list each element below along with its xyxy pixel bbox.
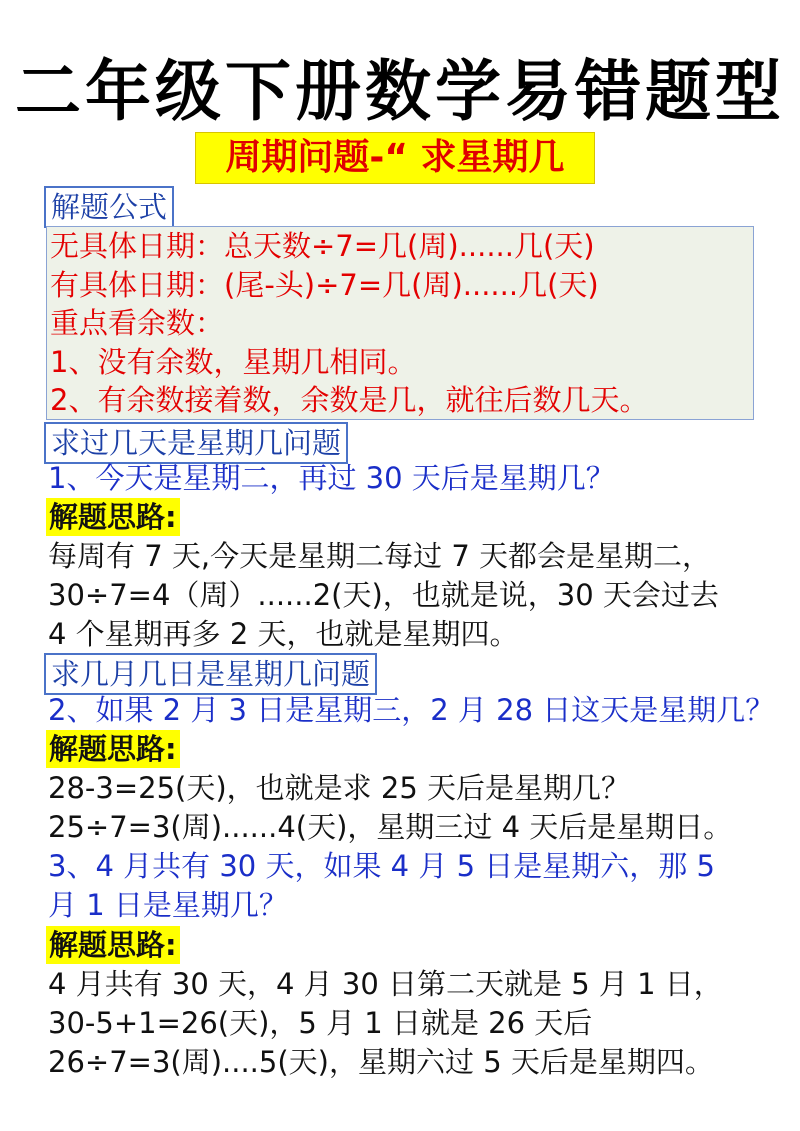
- formula-line: 重点看余数：: [50, 306, 225, 340]
- answer-1-line: 4 个星期再多 2 天，也就是星期四。: [48, 617, 519, 651]
- formula-label: 解题公式: [44, 186, 174, 228]
- section1-label: 求过几天是星期几问题: [44, 422, 348, 464]
- formula-line: 有具体日期：(尾-头)÷7=几(周)......几(天): [50, 267, 599, 302]
- answer-2-line: 28-3=25(天)，也就是求 25 天后是星期几？: [48, 771, 630, 805]
- think-label-3: 解题思路:: [46, 926, 180, 964]
- section2-label: 求几月几日是星期几问题: [44, 653, 377, 695]
- answer-2-line: 25÷7=3(周)......4(天)，星期三过 4 天后是星期日。: [48, 810, 733, 844]
- formula-line: 无具体日期：总天数÷7=几(周)......几(天): [50, 229, 595, 263]
- question-3-line: 月 1 日是星期几？: [48, 888, 288, 922]
- formula-line: 1、没有余数，星期几相同。: [50, 344, 417, 379]
- answer-3-line: 30-5+1=26(天)，5 月 1 日就是 26 天后: [48, 1006, 593, 1040]
- think-label-2: 解题思路:: [46, 730, 180, 768]
- question-1: 1、今天是星期二，再过 30 天后是星期几？: [48, 461, 615, 495]
- answer-3-line: 26÷7=3(周)....5(天)，星期六过 5 天后是星期四。: [48, 1045, 714, 1079]
- answer-3-line: 4 月共有 30 天，4 月 30 日第二天就是 5 月 1 日，: [48, 967, 723, 1001]
- think-label-1: 解题思路:: [46, 498, 180, 536]
- page-title: 二年级下册数学易错题型: [15, 53, 785, 130]
- question-3-line: 3、4 月共有 30 天，如果 4 月 5 日是星期六，那 5: [48, 849, 715, 883]
- answer-1-line: 每周有 7 天,今天是星期二每过 7 天都会是星期二，: [48, 539, 711, 573]
- answer-1-line: 30÷7=4（周）......2(天)，也就是说，30 天会过去: [48, 578, 719, 612]
- formula-box: [46, 226, 754, 420]
- formula-line: 2、有余数接着数，余数是几，就往后数几天。: [50, 383, 649, 417]
- subtitle-banner: 周期问题-“ 求星期几: [195, 132, 595, 184]
- question-2: 2、如果 2 月 3 日是星期三，2 月 28 日这天是星期几？: [48, 693, 775, 727]
